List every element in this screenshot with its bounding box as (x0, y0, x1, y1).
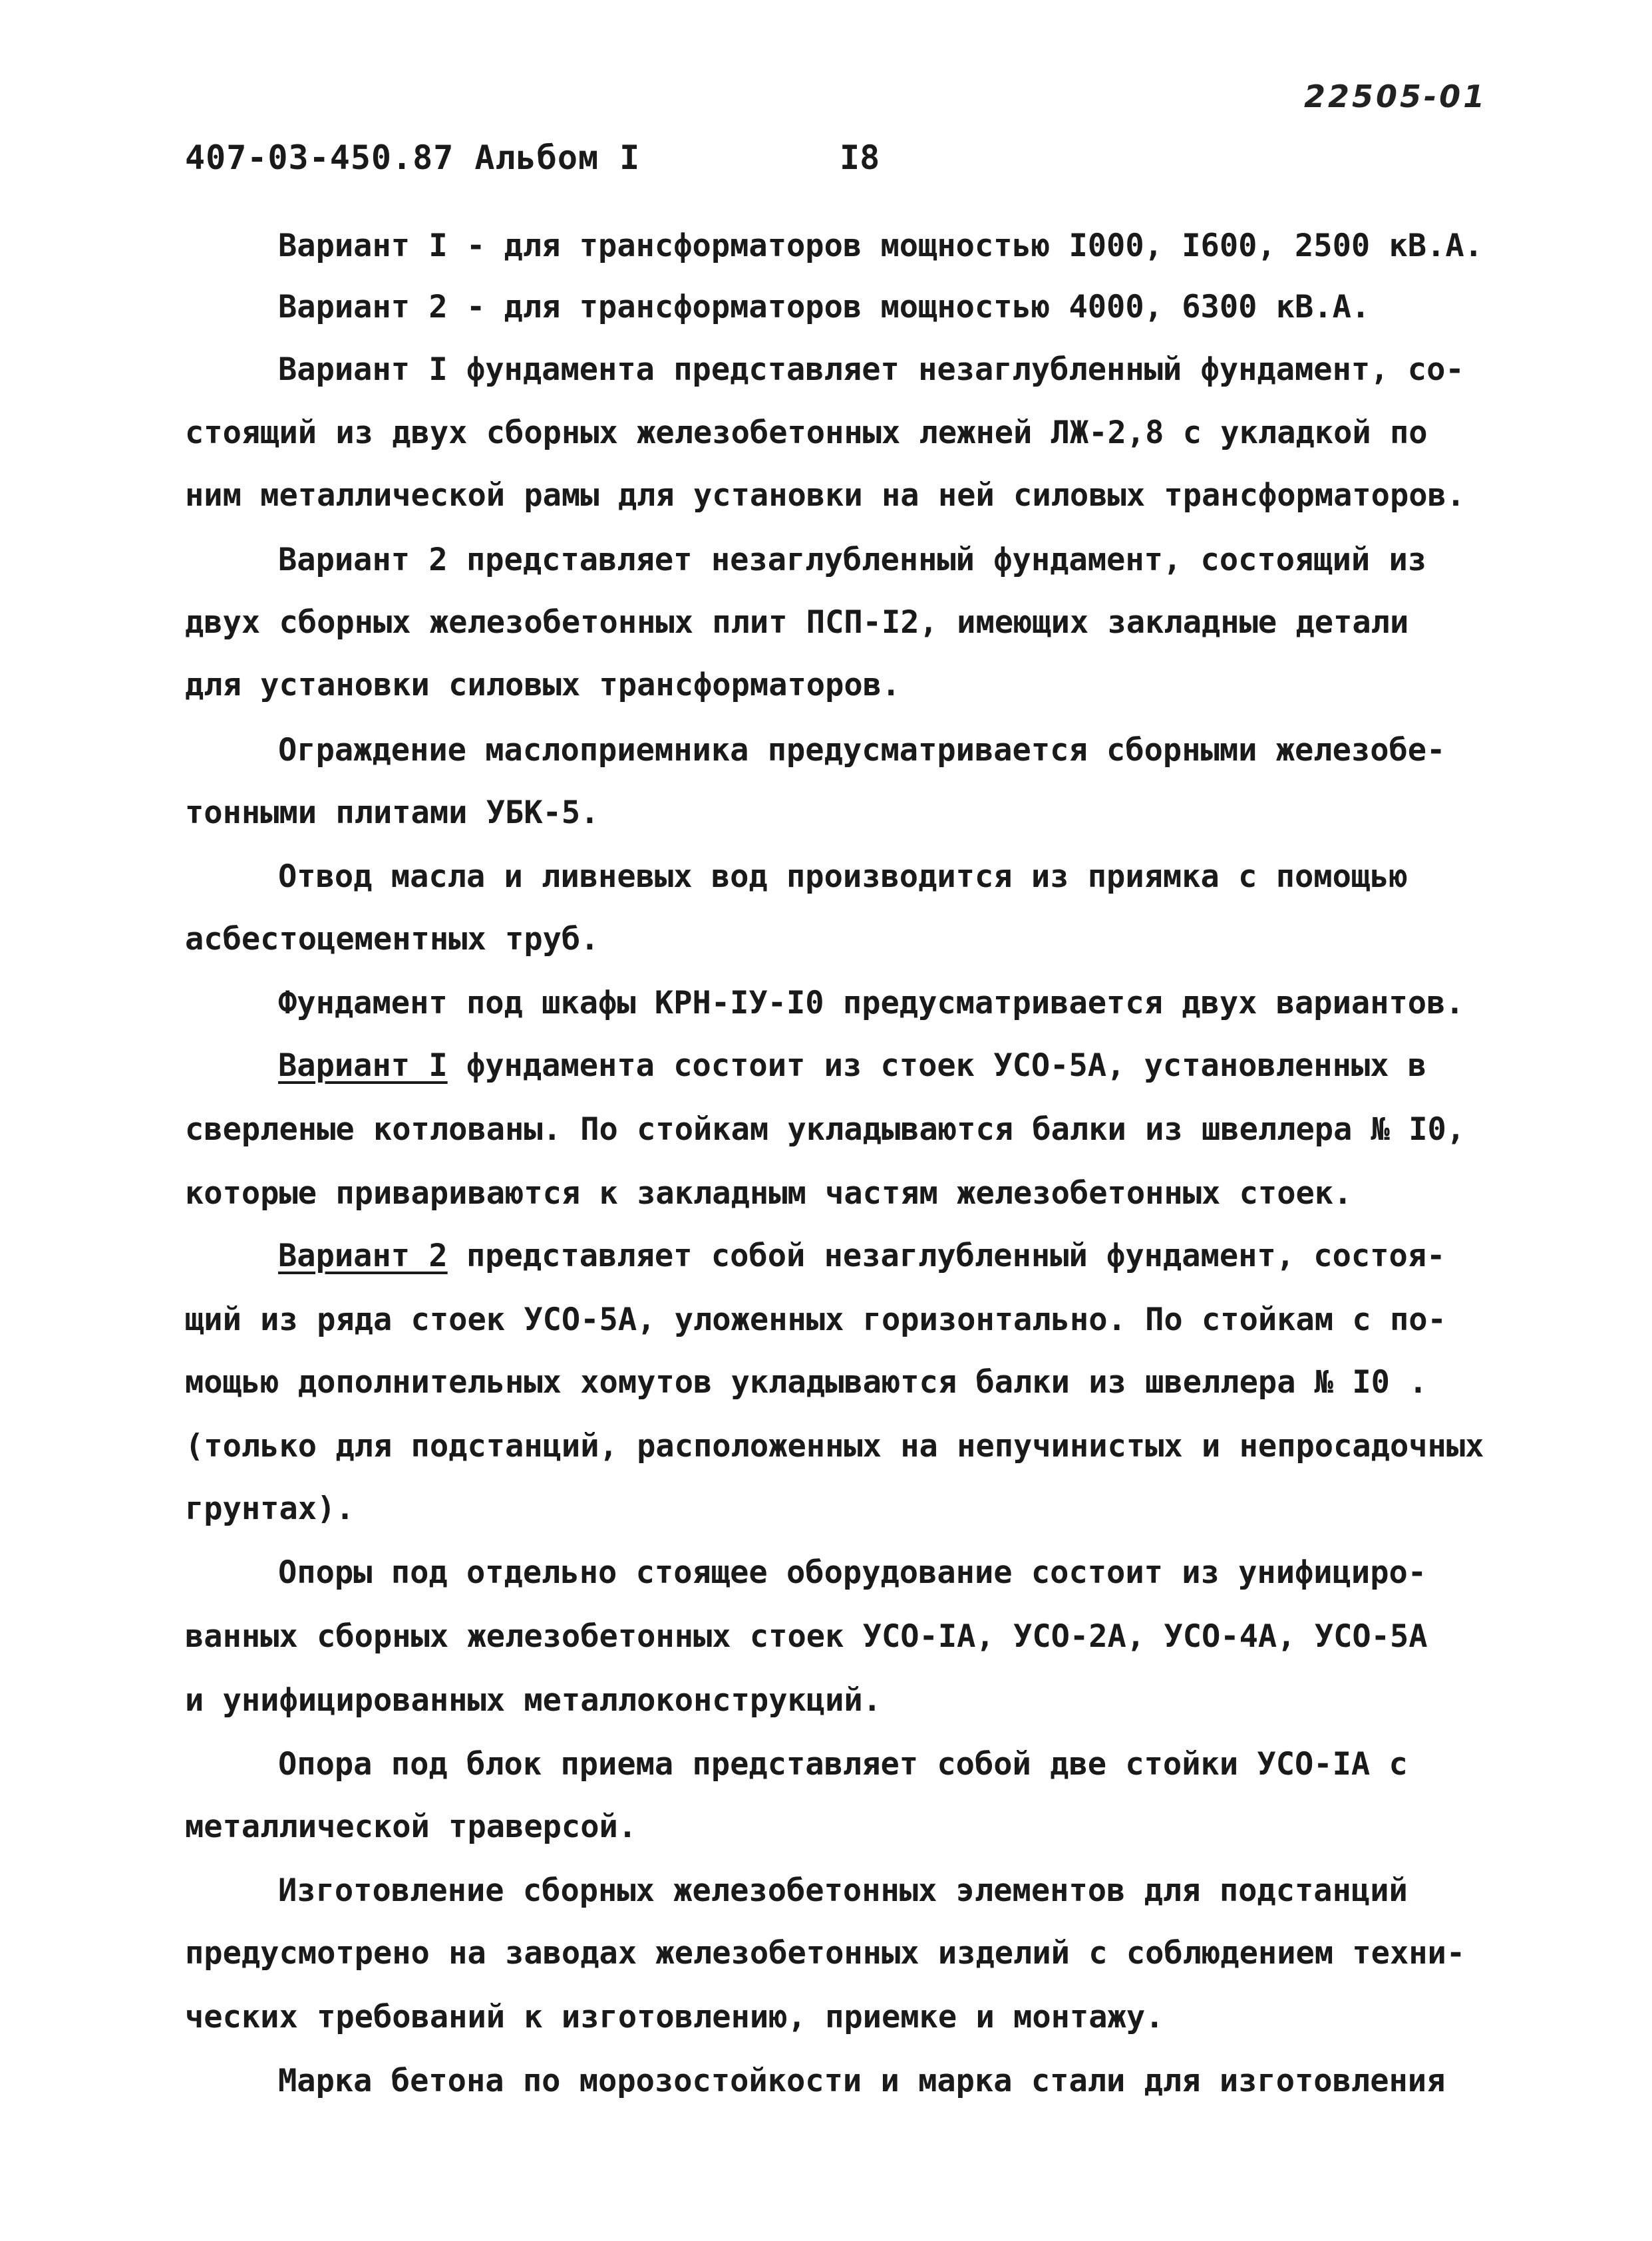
line-text: тонными плитами УБК-5. (185, 794, 599, 831)
line-text: Отвод масла и ливневых вод производится из приямка с помощью (278, 858, 1408, 895)
line-text: двух сборных железобетонных плит ПСП-I2, имеющих закладные детали (185, 604, 1409, 641)
line-text: Вариант I фундамента представляет незаглубленный фундамент, со- (278, 351, 1464, 388)
text-line (278, 1553, 1426, 1593)
text-line (185, 1300, 1446, 1340)
text-line (185, 1427, 1484, 1466)
text-line (185, 793, 599, 833)
text-line (185, 1934, 1465, 1974)
text-line (185, 413, 1428, 453)
line-text: Опора под блок приема представляет собой две стойки УСО-IА с (278, 1746, 1408, 1783)
page-number: I8 (840, 138, 880, 177)
line-text: мощью дополнительных хомутов укладываются балки из швеллера № I0 . (185, 1364, 1428, 1401)
text-line (278, 1871, 1408, 1911)
text-line (185, 1174, 1352, 1214)
line-text: сверленые котлованы. По стойкам укладываются балки из швеллера № I0, (185, 1111, 1466, 1148)
line-text: ним металлической рамы для установки на ней силовых трансформаторов. (185, 477, 1466, 514)
line-text: Ограждение маслоприемника предусматривается сборными железобе- (278, 732, 1446, 769)
line-text: стоящий из двух сборных железобетонных лежней ЛЖ-2,8 с укладкой по (185, 415, 1428, 451)
text-line (185, 920, 599, 959)
text-line (185, 1617, 1428, 1657)
text-line (185, 1110, 1465, 1150)
line-text: щий из ряда стоек УСО-5А, уложенных горизонтально. По стойкам с по- (185, 1301, 1446, 1338)
line-text: Вариант I - для трансформаторов мощностью I000, I600, 2500 кВ.А. (278, 228, 1483, 264)
line-text: Фундамент под шкафы КРН-IУ-I0 предусматривается двух вариантов. (278, 985, 1464, 1021)
line-text: Марка бетона по морозостойкости и марка стали для изготовления (278, 2063, 1446, 2099)
line-text: металлической траверсой. (185, 1809, 637, 1845)
document-code: 407-03-450.87 Альбом I (185, 138, 641, 177)
text-line (185, 665, 900, 705)
text-line (185, 1997, 1164, 2037)
archive-stamp: 22505-01 (1304, 79, 1488, 114)
text-line (278, 287, 1370, 327)
line-text: которые привариваются к закладным частям железобетонных стоек. (185, 1175, 1353, 1212)
text-line (278, 2061, 1445, 2101)
line-text: предусмотрено на заводах железобетонных изделий с соблюдением техни- (185, 1935, 1466, 1972)
text-line (185, 476, 1465, 516)
line-text: и унифицированных металлоконструкций. (185, 1682, 882, 1719)
line-text: представляет собой незаглубленный фундамент, состоя- (447, 1238, 1446, 1274)
line-text: грунтах). (185, 1490, 355, 1527)
text-line (278, 1745, 1408, 1785)
text-line (278, 226, 1483, 266)
line-text: Вариант 2 - для трансформаторов мощностью 4000, 6300 кВ.А. (278, 289, 1371, 325)
line-text: асбестоцементных труб. (185, 921, 599, 957)
text-line (278, 540, 1426, 580)
line-text: Вариант 2 представляет незаглубленный фундамент, состоящий из (278, 542, 1427, 578)
underlined-heading: Вариант 2 (278, 1238, 448, 1274)
text-line (185, 1807, 637, 1847)
text-line (185, 603, 1408, 643)
text-line (278, 983, 1464, 1023)
text-line (278, 1046, 1426, 1086)
text-line (278, 350, 1464, 390)
line-text: Изготовление сборных железобетонных элементов для подстанций (278, 1872, 1408, 1909)
line-text: для установки силовых трансформаторов. (185, 667, 901, 703)
text-line (185, 1489, 355, 1529)
text-line (278, 1236, 1445, 1276)
line-text: Опоры под отдельно стоящее оборудование состоит из унифициро- (278, 1554, 1427, 1591)
line-text: ческих требований к изготовлению, приемке и монтажу. (185, 1999, 1164, 2035)
line-text: фундамента состоит из стоек УСО-5А, установленных в (447, 1047, 1427, 1084)
text-line (278, 857, 1408, 897)
text-line (278, 731, 1445, 771)
text-line (185, 1681, 882, 1721)
text-line (185, 1363, 1428, 1403)
underlined-heading: Вариант I (278, 1047, 448, 1084)
line-text: ванных сборных железобетонных стоек УСО-IА, УСО-2А, УСО-4А, УСО-5А (185, 1618, 1428, 1655)
line-text: (только для подстанций, расположенных на непучинистых и непросадочных (185, 1428, 1484, 1465)
